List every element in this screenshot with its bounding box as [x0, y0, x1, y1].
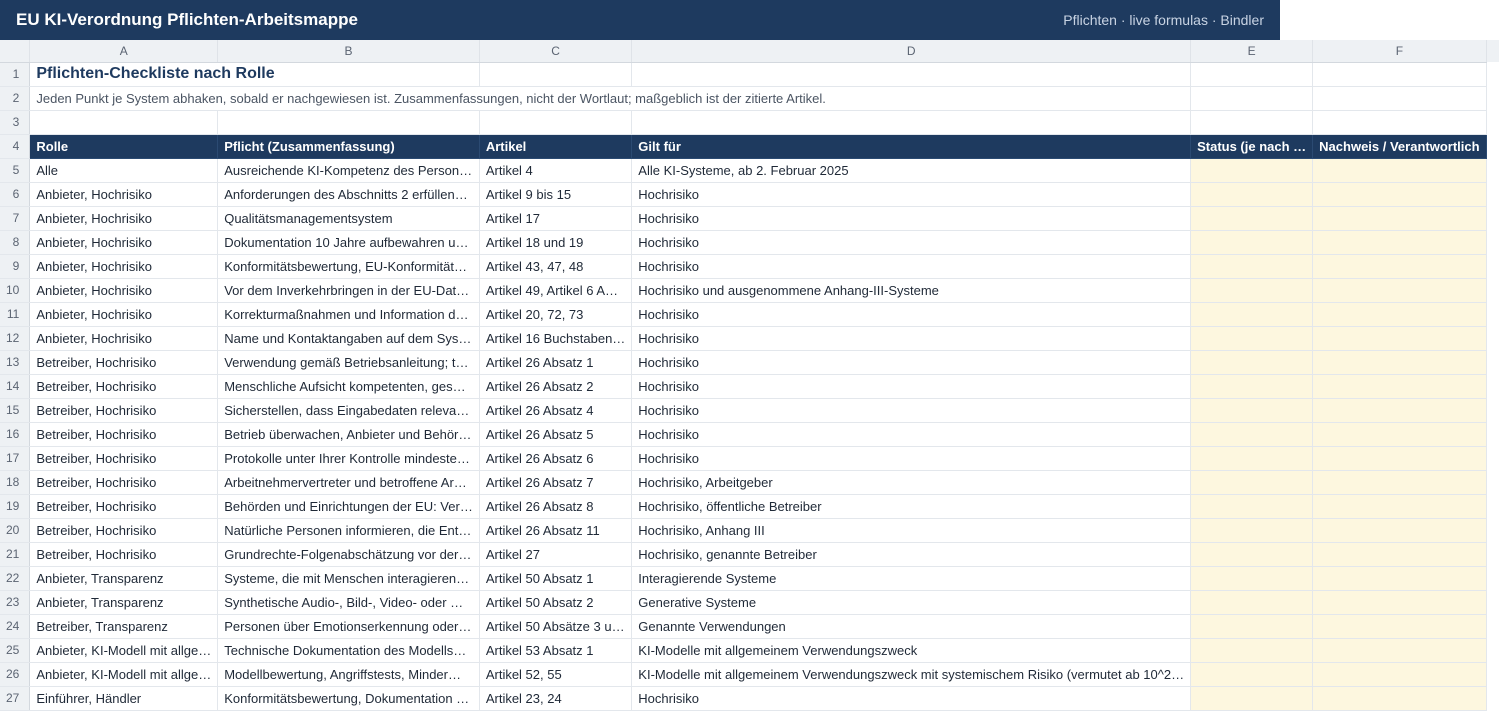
row-number[interactable]: 21: [0, 542, 30, 566]
row-number[interactable]: 26: [0, 662, 30, 686]
sheet-row: [0, 110, 1499, 134]
cell-rolle[interactable]: Betreiber, Hochrisiko: [30, 350, 218, 374]
cell-rolle[interactable]: Betreiber, Hochrisiko: [30, 398, 218, 422]
app-title: EU KI-Verordnung Pflichten-Arbeitsmappe: [16, 10, 358, 29]
cell-pflicht[interactable]: Protokolle unter Ihrer Kontrolle mindeste…: [218, 446, 480, 470]
table-row: [0, 614, 1499, 638]
filler: [1486, 230, 1499, 254]
cell-rolle[interactable]: Betreiber, Hochrisiko: [30, 494, 218, 518]
filler: [1486, 422, 1499, 446]
cell-pflicht[interactable]: Betrieb überwachen, Anbieter und Behör…: [218, 422, 480, 446]
cell-artikel[interactable]: Artikel 50 Absätze 3 u…: [479, 614, 631, 638]
cell-pflicht[interactable]: Personen über Emotionserkennung oder…: [218, 614, 480, 638]
select-all-corner[interactable]: [0, 40, 30, 62]
cell-artikel[interactable]: Artikel 26 Absatz 11: [479, 518, 631, 542]
cell-gilt-fuer[interactable]: Hochrisiko: [632, 446, 1191, 470]
row-number[interactable]: 3: [0, 110, 30, 134]
table-header-row: [0, 134, 1499, 158]
filler: [1486, 158, 1499, 182]
cell-pflicht[interactable]: Synthetische Audio-, Bild-, Video- oder …: [218, 590, 480, 614]
cell-rolle[interactable]: Betreiber, Hochrisiko: [30, 422, 218, 446]
cell-artikel[interactable]: Artikel 50 Absatz 2: [479, 590, 631, 614]
table-row: [0, 302, 1499, 326]
cell-status[interactable]: [1191, 350, 1313, 374]
cell-artikel[interactable]: Artikel 26 Absatz 7: [479, 470, 631, 494]
cell-rolle[interactable]: Betreiber, Transparenz: [30, 614, 218, 638]
cell-status[interactable]: [1191, 182, 1313, 206]
cell-gilt-fuer[interactable]: Hochrisiko: [632, 302, 1191, 326]
cell-artikel[interactable]: Artikel 16 Buchstaben…: [479, 326, 631, 350]
cell-gilt-fuer[interactable]: Hochrisiko: [632, 326, 1191, 350]
cell-gilt-fuer[interactable]: Hochrisiko, Arbeitgeber: [632, 470, 1191, 494]
filler: [1486, 638, 1499, 662]
cell-nachweis[interactable]: [1313, 158, 1486, 182]
cell-nachweis[interactable]: [1313, 590, 1486, 614]
cell-nachweis[interactable]: [1313, 686, 1486, 710]
row-number[interactable]: 23: [0, 590, 30, 614]
row-number[interactable]: 11: [0, 302, 30, 326]
cell-status[interactable]: [1191, 206, 1313, 230]
header-rolle[interactable]: Rolle: [30, 134, 218, 158]
cell-nachweis[interactable]: [1313, 302, 1486, 326]
cell-artikel[interactable]: Artikel 18 und 19: [479, 230, 631, 254]
cell-status[interactable]: [1191, 446, 1313, 470]
cell-gilt-fuer[interactable]: Hochrisiko: [632, 686, 1191, 710]
table-row: [0, 662, 1499, 686]
cell-nachweis[interactable]: [1313, 230, 1486, 254]
cell-pflicht[interactable]: Korrekturmaßnahmen und Information d…: [218, 302, 480, 326]
cell-gilt-fuer[interactable]: Hochrisiko: [632, 398, 1191, 422]
cell-gilt-fuer[interactable]: Hochrisiko, Anhang III: [632, 518, 1191, 542]
cell-nachweis[interactable]: [1313, 254, 1486, 278]
cell-status[interactable]: [1191, 494, 1313, 518]
filler: [1486, 566, 1499, 590]
row-number[interactable]: 16: [0, 422, 30, 446]
subtitle-cell[interactable]: Jeden Punkt je System abhaken, sobald er nachgewiesen ist. Zusammenfassungen, nicht der Wortlaut; maßgeblich ist der zitierte Artikel.: [30, 86, 1191, 110]
row-number[interactable]: 5: [0, 158, 30, 182]
cell-status[interactable]: [1191, 566, 1313, 590]
cell-nachweis[interactable]: [1313, 614, 1486, 638]
cell-pflicht[interactable]: Qualitätsmanagementsystem: [218, 206, 480, 230]
table-row: [0, 374, 1499, 398]
cell-gilt-fuer[interactable]: KI-Modelle mit allgemeinem Verwendungszweck mit systemischem Risiko (vermutet ab 10^2…: [632, 662, 1191, 686]
cell-nachweis[interactable]: [1313, 278, 1486, 302]
cell-gilt-fuer[interactable]: Genannte Verwendungen: [632, 614, 1191, 638]
filler: [1486, 494, 1499, 518]
cell-gilt-fuer[interactable]: Hochrisiko: [632, 350, 1191, 374]
column-header-d[interactable]: D: [632, 40, 1191, 62]
cell-nachweis[interactable]: [1313, 422, 1486, 446]
filler: [1486, 182, 1499, 206]
table-row: [0, 566, 1499, 590]
table-row: [0, 422, 1499, 446]
row-number[interactable]: 8: [0, 230, 30, 254]
table-row: [0, 638, 1499, 662]
column-header-e[interactable]: E: [1191, 40, 1313, 62]
sheet-title-cell[interactable]: Pflichten-Checkliste nach Rolle: [30, 62, 479, 86]
header-pflicht[interactable]: Pflicht (Zusammenfassung): [218, 134, 480, 158]
cell-rolle[interactable]: Betreiber, Hochrisiko: [30, 374, 218, 398]
cell-status[interactable]: [1191, 614, 1313, 638]
cell-rolle[interactable]: Anbieter, KI-Modell mit allge…: [30, 662, 218, 686]
table-row: [0, 470, 1499, 494]
cell-gilt-fuer[interactable]: Hochrisiko: [632, 230, 1191, 254]
cell-pflicht[interactable]: Technische Dokumentation des Modells…: [218, 638, 480, 662]
row-number[interactable]: 25: [0, 638, 30, 662]
cell-artikel[interactable]: Artikel 26 Absatz 4: [479, 398, 631, 422]
cell-status[interactable]: [1191, 230, 1313, 254]
cell-rolle[interactable]: Alle: [30, 158, 218, 182]
cell-gilt-fuer[interactable]: Hochrisiko: [632, 254, 1191, 278]
cell-nachweis[interactable]: [1313, 542, 1486, 566]
cell-artikel[interactable]: Artikel 26 Absatz 5: [479, 422, 631, 446]
cell-status[interactable]: [1191, 662, 1313, 686]
filler: [1486, 614, 1499, 638]
filler: [1486, 206, 1499, 230]
cell-rolle[interactable]: Betreiber, Hochrisiko: [30, 542, 218, 566]
filler: [1486, 446, 1499, 470]
header-status[interactable]: Status (je nach …: [1191, 134, 1313, 158]
table-row: [0, 518, 1499, 542]
table-row: [0, 446, 1499, 470]
row-number[interactable]: 17: [0, 446, 30, 470]
cell-pflicht[interactable]: Dokumentation 10 Jahre aufbewahren u…: [218, 230, 480, 254]
cell-rolle[interactable]: Anbieter, Hochrisiko: [30, 182, 218, 206]
cell-pflicht[interactable]: Behörden und Einrichtungen der EU: Ver…: [218, 494, 480, 518]
cell-nachweis[interactable]: [1313, 446, 1486, 470]
cell-gilt-fuer[interactable]: Hochrisiko: [632, 374, 1191, 398]
filler: [1486, 86, 1499, 110]
cell-pflicht[interactable]: Sicherstellen, dass Eingabedaten releva…: [218, 398, 480, 422]
cell-pflicht[interactable]: Natürliche Personen informieren, die Ent…: [218, 518, 480, 542]
table-row: [0, 254, 1499, 278]
cell-nachweis[interactable]: [1313, 374, 1486, 398]
sheet-row: [0, 62, 1499, 86]
cell-status[interactable]: [1191, 158, 1313, 182]
cell-nachweis[interactable]: [1313, 326, 1486, 350]
cell-gilt-fuer[interactable]: KI-Modelle mit allgemeinem Verwendungszweck: [632, 638, 1191, 662]
cell-gilt-fuer[interactable]: Hochrisiko: [632, 206, 1191, 230]
cell-nachweis[interactable]: [1313, 494, 1486, 518]
table-row: [0, 542, 1499, 566]
filler: [1486, 686, 1499, 710]
cell-nachweis[interactable]: [1313, 638, 1486, 662]
cell-artikel[interactable]: Artikel 23, 24: [479, 686, 631, 710]
cell-nachweis[interactable]: [1313, 662, 1486, 686]
cell-rolle[interactable]: Anbieter, KI-Modell mit allge…: [30, 638, 218, 662]
table-row: [0, 326, 1499, 350]
row-number[interactable]: 12: [0, 326, 30, 350]
cell[interactable]: [30, 110, 218, 134]
cell-status[interactable]: [1191, 518, 1313, 542]
cell-pflicht[interactable]: Name und Kontaktangaben auf dem Sys…: [218, 326, 480, 350]
table-row: [0, 398, 1499, 422]
header-artikel[interactable]: Artikel: [479, 134, 631, 158]
cell[interactable]: [1191, 62, 1313, 86]
cell-rolle[interactable]: Anbieter, Hochrisiko: [30, 278, 218, 302]
cell-pflicht[interactable]: Modellbewertung, Angriffstests, Minder…: [218, 662, 480, 686]
cell-artikel[interactable]: Artikel 26 Absatz 1: [479, 350, 631, 374]
row-number[interactable]: 10: [0, 278, 30, 302]
row-number[interactable]: 24: [0, 614, 30, 638]
cell-nachweis[interactable]: [1313, 206, 1486, 230]
cell[interactable]: [632, 110, 1191, 134]
cell-status[interactable]: [1191, 542, 1313, 566]
row-number[interactable]: 13: [0, 350, 30, 374]
cell-status[interactable]: [1191, 398, 1313, 422]
row-number[interactable]: 6: [0, 182, 30, 206]
cell-rolle[interactable]: Anbieter, Hochrisiko: [30, 206, 218, 230]
table-row: [0, 350, 1499, 374]
header-gilt-fuer[interactable]: Gilt für: [632, 134, 1191, 158]
cell-pflicht[interactable]: Vor dem Inverkehrbringen in der EU-Dat…: [218, 278, 480, 302]
column-header-row: [0, 40, 1499, 62]
filler: [1486, 302, 1499, 326]
cell-artikel[interactable]: Artikel 52, 55: [479, 662, 631, 686]
cell-pflicht[interactable]: Anforderungen des Abschnitts 2 erfüllen…: [218, 182, 480, 206]
row-number[interactable]: 19: [0, 494, 30, 518]
table-row: [0, 686, 1499, 710]
cell-gilt-fuer[interactable]: Hochrisiko, genannte Betreiber: [632, 542, 1191, 566]
cell-gilt-fuer[interactable]: Hochrisiko: [632, 422, 1191, 446]
cell-artikel[interactable]: Artikel 50 Absatz 1: [479, 566, 631, 590]
cell-status[interactable]: [1191, 470, 1313, 494]
cell-pflicht[interactable]: Konformitätsbewertung, Dokumentation …: [218, 686, 480, 710]
header-nachweis[interactable]: Nachweis / Verantwortlich: [1313, 134, 1486, 158]
cell-status[interactable]: [1191, 422, 1313, 446]
cell-rolle[interactable]: Betreiber, Hochrisiko: [30, 446, 218, 470]
cell[interactable]: [218, 110, 480, 134]
row-number[interactable]: 20: [0, 518, 30, 542]
filler: [1486, 518, 1499, 542]
row-number[interactable]: 4: [0, 134, 30, 158]
filler: [1486, 374, 1499, 398]
cell[interactable]: [632, 62, 1191, 86]
cell-pflicht[interactable]: Verwendung gemäß Betriebsanleitung; t…: [218, 350, 480, 374]
cell-nachweis[interactable]: [1313, 350, 1486, 374]
filler: [1486, 350, 1499, 374]
cell-artikel[interactable]: Artikel 26 Absatz 6: [479, 446, 631, 470]
column-header-f[interactable]: F: [1313, 40, 1486, 62]
cell[interactable]: [1191, 110, 1313, 134]
table-row: [0, 182, 1499, 206]
cell[interactable]: [479, 62, 631, 86]
cell-rolle[interactable]: Betreiber, Hochrisiko: [30, 470, 218, 494]
cell-status[interactable]: [1191, 638, 1313, 662]
table-row: [0, 158, 1499, 182]
cell-artikel[interactable]: Artikel 4: [479, 158, 631, 182]
cell-artikel[interactable]: Artikel 53 Absatz 1: [479, 638, 631, 662]
cell[interactable]: [1313, 62, 1486, 86]
cell-pflicht[interactable]: Ausreichende KI-Kompetenz des Person…: [218, 158, 480, 182]
cell-gilt-fuer[interactable]: Generative Systeme: [632, 590, 1191, 614]
column-header-b[interactable]: B: [218, 40, 480, 62]
cell-status[interactable]: [1191, 590, 1313, 614]
cell-gilt-fuer[interactable]: Interagierende Systeme: [632, 566, 1191, 590]
cell-gilt-fuer[interactable]: Hochrisiko und ausgenommene Anhang-III-Systeme: [632, 278, 1191, 302]
row-number[interactable]: 18: [0, 470, 30, 494]
cell-artikel[interactable]: Artikel 27: [479, 542, 631, 566]
cell-rolle[interactable]: Anbieter, Transparenz: [30, 590, 218, 614]
cell-artikel[interactable]: Artikel 9 bis 15: [479, 182, 631, 206]
cell-status[interactable]: [1191, 374, 1313, 398]
row-number[interactable]: 22: [0, 566, 30, 590]
filler: [1486, 110, 1499, 134]
filler: [1486, 470, 1499, 494]
cell-nachweis[interactable]: [1313, 566, 1486, 590]
cell[interactable]: [1313, 86, 1486, 110]
column-header-a[interactable]: A: [30, 40, 218, 62]
cell[interactable]: [1313, 110, 1486, 134]
cell-nachweis[interactable]: [1313, 182, 1486, 206]
cell-status[interactable]: [1191, 326, 1313, 350]
cell-pflicht[interactable]: Grundrechte-Folgenabschätzung vor der…: [218, 542, 480, 566]
row-number[interactable]: 15: [0, 398, 30, 422]
filler: [1486, 590, 1499, 614]
filler: [1486, 278, 1499, 302]
filler: [1486, 662, 1499, 686]
spreadsheet-grid: [0, 40, 1480, 711]
cell-artikel[interactable]: Artikel 49, Artikel 6 A…: [479, 278, 631, 302]
cell-rolle[interactable]: Einführer, Händler: [30, 686, 218, 710]
cell-rolle[interactable]: Anbieter, Hochrisiko: [30, 302, 218, 326]
sheet-table: [0, 40, 1499, 711]
filler: [1486, 62, 1499, 86]
row-number[interactable]: 2: [0, 86, 30, 110]
cell-pflicht[interactable]: Arbeitnehmervertreter und betroffene Ar…: [218, 470, 480, 494]
cell-artikel[interactable]: Artikel 20, 72, 73: [479, 302, 631, 326]
cell-status[interactable]: [1191, 686, 1313, 710]
cell-rolle[interactable]: Anbieter, Transparenz: [30, 566, 218, 590]
cell-rolle[interactable]: Betreiber, Hochrisiko: [30, 518, 218, 542]
row-number[interactable]: 9: [0, 254, 30, 278]
cell-nachweis[interactable]: [1313, 518, 1486, 542]
table-row: [0, 494, 1499, 518]
cell-gilt-fuer[interactable]: Alle KI-Systeme, ab 2. Februar 2025: [632, 158, 1191, 182]
cell[interactable]: [479, 110, 631, 134]
cell[interactable]: [1191, 86, 1313, 110]
app-meta: Pflichten · live formulas · Bindler: [1063, 12, 1264, 28]
cell-gilt-fuer[interactable]: Hochrisiko: [632, 182, 1191, 206]
sheet-row: [0, 86, 1499, 110]
cell-artikel[interactable]: Artikel 26 Absatz 8: [479, 494, 631, 518]
title-bar: [0, 0, 1280, 40]
filler: [1486, 134, 1499, 158]
cell-artikel[interactable]: Artikel 43, 47, 48: [479, 254, 631, 278]
table-row: [0, 206, 1499, 230]
filler: [1486, 254, 1499, 278]
row-number[interactable]: 14: [0, 374, 30, 398]
column-header-c[interactable]: C: [479, 40, 631, 62]
row-number[interactable]: 7: [0, 206, 30, 230]
table-row: [0, 230, 1499, 254]
cell-pflicht[interactable]: Systeme, die mit Menschen interagieren…: [218, 566, 480, 590]
cell-nachweis[interactable]: [1313, 398, 1486, 422]
filler: [1486, 326, 1499, 350]
cell-status[interactable]: [1191, 278, 1313, 302]
row-number[interactable]: 1: [0, 62, 30, 86]
cell-artikel[interactable]: Artikel 17: [479, 206, 631, 230]
filler: [1486, 542, 1499, 566]
cell-rolle[interactable]: Anbieter, Hochrisiko: [30, 254, 218, 278]
cell-status[interactable]: [1191, 302, 1313, 326]
filler: [1486, 398, 1499, 422]
row-number[interactable]: 27: [0, 686, 30, 710]
cell-status[interactable]: [1191, 254, 1313, 278]
table-row: [0, 590, 1499, 614]
column-header-filler: [1486, 40, 1499, 62]
cell-nachweis[interactable]: [1313, 470, 1486, 494]
cell-artikel[interactable]: Artikel 26 Absatz 2: [479, 374, 631, 398]
table-row: [0, 278, 1499, 302]
cell-pflicht[interactable]: Konformitätsbewertung, EU-Konformität…: [218, 254, 480, 278]
cell-gilt-fuer[interactable]: Hochrisiko, öffentliche Betreiber: [632, 494, 1191, 518]
cell-rolle[interactable]: Anbieter, Hochrisiko: [30, 230, 218, 254]
cell-pflicht[interactable]: Menschliche Aufsicht kompetenten, ges…: [218, 374, 480, 398]
cell-rolle[interactable]: Anbieter, Hochrisiko: [30, 326, 218, 350]
